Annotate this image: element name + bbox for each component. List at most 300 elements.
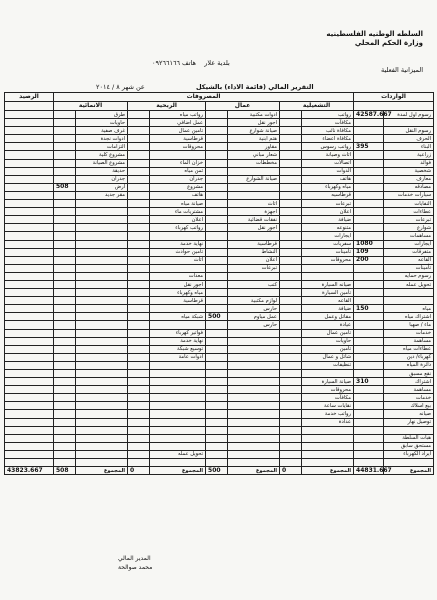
label-cell xyxy=(150,402,206,410)
balance-cell xyxy=(5,442,54,450)
label-cell xyxy=(76,337,128,345)
label-cell: اجور نقل xyxy=(228,119,280,127)
table-row xyxy=(5,418,434,426)
label-cell: ادوات عامة xyxy=(150,353,206,361)
amount-cell xyxy=(206,151,228,159)
label-cell: عيادة xyxy=(302,321,354,329)
amount-cell xyxy=(128,200,150,208)
label-cell: تحويل عمله xyxy=(150,450,206,458)
amount-cell xyxy=(206,321,228,329)
amount-cell xyxy=(54,410,76,418)
label-cell: مقاتل وعمل xyxy=(302,313,354,321)
table-row xyxy=(5,272,434,280)
label-cell: نفقات قضائية xyxy=(228,216,280,224)
label-cell xyxy=(76,240,128,248)
label-cell: نهاية خدمة xyxy=(150,337,206,345)
table-row xyxy=(5,426,434,434)
label-cell: رواتب خدمة xyxy=(302,410,354,418)
label-cell xyxy=(76,321,128,329)
balance-cell xyxy=(5,394,54,402)
amount-cell xyxy=(354,386,384,394)
label-cell: توصيل نهار xyxy=(384,418,434,426)
revenues-header: الواردات xyxy=(354,93,434,102)
label-cell: مخططات xyxy=(228,159,280,167)
label-cell: حارس xyxy=(228,305,280,313)
table-row xyxy=(5,370,434,378)
amount-cell xyxy=(280,289,302,297)
table-row xyxy=(5,402,434,410)
label-cell: مشتريات ماء xyxy=(150,208,206,216)
total-label: المجموع xyxy=(228,467,280,475)
amount-cell xyxy=(280,127,302,135)
page-note: الميزانية الفعلية xyxy=(380,66,423,74)
amount-cell xyxy=(128,337,150,345)
label-cell: تبرعات xyxy=(384,216,434,224)
balance-cell xyxy=(5,272,54,280)
label-cell xyxy=(150,386,206,394)
total-label: المجموع xyxy=(384,467,434,475)
amount-cell: 508 xyxy=(54,183,76,191)
amount-cell xyxy=(280,442,302,450)
label-cell xyxy=(76,216,128,224)
label-cell xyxy=(228,353,280,361)
label-cell: محروقات xyxy=(150,143,206,151)
total-balance: 43823.667 xyxy=(5,467,54,475)
balance-cell xyxy=(5,361,54,369)
balance-cell xyxy=(5,200,54,208)
label-cell: هتم ابنية xyxy=(228,135,280,143)
label-cell: جدران xyxy=(76,175,128,183)
label-cell: اجهزة xyxy=(228,208,280,216)
table-row xyxy=(5,240,434,248)
amount-cell xyxy=(128,426,150,434)
label-cell: توسيع شبكة xyxy=(150,345,206,353)
amount-cell: 150 xyxy=(354,305,384,313)
label-cell xyxy=(228,361,280,369)
label-cell xyxy=(228,459,280,467)
amount-cell xyxy=(280,224,302,232)
amount-cell xyxy=(280,232,302,240)
amount-cell xyxy=(280,280,302,288)
amount-cell: 500 xyxy=(206,313,228,321)
amount-cell xyxy=(54,159,76,167)
label-cell: صيانه xyxy=(384,410,434,418)
amount-cell xyxy=(128,313,150,321)
table-row xyxy=(5,159,434,167)
label-cell xyxy=(302,434,354,442)
label-cell xyxy=(150,378,206,386)
amount-cell xyxy=(128,305,150,313)
amount-cell xyxy=(128,127,150,135)
label-cell xyxy=(76,256,128,264)
label-cell: عطاءات مياه xyxy=(384,345,434,353)
amount-cell xyxy=(128,378,150,386)
label-cell xyxy=(228,329,280,337)
total-salaries: 500 xyxy=(206,467,228,475)
label-cell xyxy=(302,459,354,467)
balance-cell xyxy=(5,353,54,361)
label-cell: رسوم اول لمدة xyxy=(384,111,434,119)
label-cell: طرق xyxy=(76,111,128,119)
amount-cell xyxy=(354,175,384,183)
amount-cell xyxy=(54,191,76,199)
balance-cell xyxy=(5,370,54,378)
label-cell: شبكة مياه xyxy=(150,313,206,321)
amount-cell xyxy=(128,159,150,167)
amount-cell xyxy=(280,208,302,216)
label-cell: عمل مياوم xyxy=(228,313,280,321)
table-row xyxy=(5,256,434,264)
label-cell xyxy=(150,370,206,378)
phone-number: ٠٩٢٦٦١٦٦ xyxy=(152,59,180,67)
label-cell xyxy=(76,329,128,337)
amount-cell xyxy=(206,143,228,151)
table-row xyxy=(5,337,434,345)
label-cell: تأمينات xyxy=(384,264,434,272)
balance-cell xyxy=(5,256,54,264)
label-cell: رسوم حمايه xyxy=(384,272,434,280)
amount-cell xyxy=(354,272,384,280)
table-row xyxy=(5,151,434,159)
label-cell xyxy=(150,305,206,313)
balance-cell xyxy=(5,119,54,127)
label-cell: خدمات xyxy=(384,394,434,402)
amount-cell xyxy=(206,119,228,127)
label-cell: اجور نقل xyxy=(228,224,280,232)
amount-cell xyxy=(54,224,76,232)
label-cell xyxy=(76,248,128,256)
label-cell: صيانة الشوارع xyxy=(228,175,280,183)
label-cell: تأمينات xyxy=(302,248,354,256)
report-period: عن شهر ٨ / ٢٠١٤ xyxy=(96,83,145,91)
label-cell xyxy=(76,394,128,402)
label-cell: شوارع xyxy=(384,224,434,232)
amount-cell xyxy=(54,256,76,264)
table-row xyxy=(5,280,434,288)
label-cell: غرف صفية xyxy=(76,127,128,135)
table-row xyxy=(5,459,434,467)
amount-cell xyxy=(206,361,228,369)
balance-cell xyxy=(5,240,54,248)
label-cell xyxy=(228,183,280,191)
amount-cell xyxy=(54,208,76,216)
label-cell xyxy=(76,232,128,240)
balance-cell xyxy=(5,313,54,321)
label-cell: مكافاة نائب xyxy=(302,127,354,135)
report-title: التقرير المالي (قائمة الاداء) بالشيكل xyxy=(196,83,314,91)
table-row xyxy=(5,361,434,369)
balance-cell xyxy=(5,127,54,135)
subheader-row xyxy=(5,102,434,111)
label-cell xyxy=(76,289,128,297)
label-cell: مقر جديد xyxy=(76,191,128,199)
balance-header: الرصيد xyxy=(5,93,54,102)
amount-cell xyxy=(354,321,384,329)
label-cell xyxy=(76,297,128,305)
label-cell xyxy=(76,450,128,458)
label-cell xyxy=(76,386,128,394)
label-cell xyxy=(76,353,128,361)
amount-cell xyxy=(206,135,228,143)
label-cell xyxy=(384,289,434,297)
amount-cell xyxy=(128,143,150,151)
amount-cell xyxy=(54,434,76,442)
label-cell: فواتير كهرباء xyxy=(150,329,206,337)
table-row xyxy=(5,410,434,418)
amount-cell xyxy=(128,151,150,159)
amount-cell xyxy=(206,378,228,386)
label-cell: مكافآت xyxy=(302,119,354,127)
amount-cell xyxy=(128,272,150,280)
total-label: المجموع xyxy=(302,467,354,475)
table-row xyxy=(5,191,434,199)
amount-cell xyxy=(280,119,302,127)
label-cell: اشتراك مياه xyxy=(384,313,434,321)
balance-cell xyxy=(5,418,54,426)
label-cell: لوازم مكتبية xyxy=(228,297,280,305)
balance-cell xyxy=(5,143,54,151)
label-cell xyxy=(150,410,206,418)
label-cell: القاعه xyxy=(384,256,434,264)
table-row xyxy=(5,353,434,361)
balance-cell xyxy=(5,159,54,167)
label-cell xyxy=(76,378,128,386)
label-cell: تحويل عمله xyxy=(384,280,434,288)
table-row xyxy=(5,386,434,394)
table-row xyxy=(5,305,434,313)
amount-cell xyxy=(354,337,384,345)
label-cell: شعار مباني xyxy=(228,151,280,159)
label-cell xyxy=(302,426,354,434)
label-cell: اثاث xyxy=(150,256,206,264)
label-cell: حاويات xyxy=(76,119,128,127)
table-row xyxy=(5,232,434,240)
amount-cell xyxy=(54,337,76,345)
label-cell: مكافآت xyxy=(302,394,354,402)
label-cell: عدادة xyxy=(302,418,354,426)
amount-cell xyxy=(54,345,76,353)
label-cell xyxy=(228,394,280,402)
amount-cell xyxy=(128,329,150,337)
balance-cell xyxy=(5,289,54,297)
label-cell xyxy=(76,418,128,426)
table-row xyxy=(5,208,434,216)
amount-cell xyxy=(354,394,384,402)
label-cell: تنظيفات xyxy=(302,361,354,369)
label-cell xyxy=(302,450,354,458)
balance-cell xyxy=(5,280,54,288)
balance-cell xyxy=(5,216,54,224)
balance-cell xyxy=(5,111,54,119)
label-cell: صيانه السيارة xyxy=(302,280,354,288)
label-cell xyxy=(228,191,280,199)
label-cell: ماء / صهبا xyxy=(384,321,434,329)
label-cell: مشروع كلية xyxy=(76,151,128,159)
label-cell: صيانة السيارة xyxy=(302,378,354,386)
label-cell: محروقات xyxy=(302,256,354,264)
amount-cell xyxy=(206,305,228,313)
label-cell: ثمن مياه xyxy=(150,167,206,175)
label-cell xyxy=(150,459,206,467)
label-cell xyxy=(228,402,280,410)
amount-cell xyxy=(280,434,302,442)
table-row xyxy=(5,434,434,442)
amount-cell xyxy=(128,280,150,288)
label-cell: البناء xyxy=(384,143,434,151)
amount-cell xyxy=(280,200,302,208)
amount-cell xyxy=(354,167,384,175)
amount-cell xyxy=(206,329,228,337)
label-cell xyxy=(150,151,206,159)
label-cell: صيانة مياه xyxy=(150,200,206,208)
balance-cell xyxy=(5,232,54,240)
amount-cell xyxy=(206,450,228,458)
label-cell xyxy=(76,361,128,369)
label-cell: اجور نقل xyxy=(150,280,206,288)
amount-cell xyxy=(354,289,384,297)
amount-cell: 200 xyxy=(354,256,384,264)
amount-cell xyxy=(280,151,302,159)
amount-cell xyxy=(206,224,228,232)
amount-cell xyxy=(280,394,302,402)
amount-cell xyxy=(206,159,228,167)
label-cell: هبات السلطة xyxy=(384,434,434,442)
amount-cell xyxy=(354,208,384,216)
amount-cell xyxy=(206,410,228,418)
amount-cell xyxy=(54,442,76,450)
table-row xyxy=(5,167,434,175)
signature-role: المدير المالي xyxy=(118,555,151,562)
label-cell: اشتراك xyxy=(384,378,434,386)
amount-cell xyxy=(206,434,228,442)
label-cell: قرطاسية xyxy=(150,297,206,305)
amount-cell xyxy=(128,111,150,119)
amount-cell xyxy=(280,248,302,256)
amount-cell xyxy=(280,345,302,353)
totals-row xyxy=(5,467,434,475)
balance-cell xyxy=(5,410,54,418)
table-row xyxy=(5,143,434,151)
label-cell xyxy=(228,386,280,394)
label-cell: ادوات نجدة xyxy=(76,135,128,143)
amount-cell xyxy=(206,264,228,272)
amount-cell xyxy=(280,191,302,199)
label-cell xyxy=(150,442,206,450)
amount-cell xyxy=(128,353,150,361)
label-cell: الحرف xyxy=(384,135,434,143)
balance-cell xyxy=(5,175,54,183)
amount-cell xyxy=(354,426,384,434)
amount-cell xyxy=(280,361,302,369)
amount-cell xyxy=(54,200,76,208)
label-cell: قرطاسية xyxy=(228,240,280,248)
amount-cell xyxy=(354,200,384,208)
label-cell: محروقات xyxy=(302,386,354,394)
label-cell xyxy=(76,305,128,313)
amount-cell xyxy=(354,232,384,240)
amount-cell xyxy=(280,410,302,418)
balance-cell xyxy=(5,208,54,216)
amount-cell xyxy=(354,450,384,458)
amount-cell xyxy=(54,248,76,256)
amount-cell xyxy=(54,111,76,119)
table-row xyxy=(5,394,434,402)
label-cell: رسوم النقل xyxy=(384,127,434,135)
label-cell xyxy=(76,313,128,321)
label-cell xyxy=(150,232,206,240)
amount-cell xyxy=(280,216,302,224)
amount-cell xyxy=(206,240,228,248)
amount-cell xyxy=(128,248,150,256)
amount-cell: 1080 xyxy=(354,240,384,248)
amount-cell xyxy=(206,256,228,264)
amount-cell xyxy=(354,216,384,224)
label-cell xyxy=(150,418,206,426)
label-cell: اعلان xyxy=(302,208,354,216)
amount-cell xyxy=(354,345,384,353)
label-cell: بيع اسلاك xyxy=(384,402,434,410)
balance-cell xyxy=(5,378,54,386)
label-cell: مكافاة اعضاء xyxy=(302,135,354,143)
authority-title: السلطه الوطنيه الفلسطينيه xyxy=(326,30,423,38)
label-cell: حارس xyxy=(228,321,280,329)
label-cell xyxy=(76,459,128,467)
total-label: المجموع xyxy=(76,467,128,475)
amount-cell xyxy=(54,175,76,183)
amount-cell xyxy=(54,459,76,467)
amount-cell xyxy=(54,418,76,426)
label-cell: هاتف xyxy=(150,191,206,199)
label-cell xyxy=(228,442,280,450)
amount-cell xyxy=(206,402,228,410)
amount-cell: 109 xyxy=(354,248,384,256)
amount-cell xyxy=(128,183,150,191)
label-cell xyxy=(76,402,128,410)
label-cell: مصادقه xyxy=(384,183,434,191)
amount-cell xyxy=(128,240,150,248)
label-cell: تبرعات xyxy=(228,264,280,272)
amount-cell xyxy=(280,183,302,191)
table-row xyxy=(5,248,434,256)
label-cell: ضيافة xyxy=(302,216,354,224)
amount-cell xyxy=(128,370,150,378)
amount-cell xyxy=(206,216,228,224)
label-cell: ارض xyxy=(76,183,128,191)
amount-cell xyxy=(128,216,150,224)
amount-cell xyxy=(128,394,150,402)
label-cell: متفرقات xyxy=(384,248,434,256)
amount-cell xyxy=(54,329,76,337)
label-cell xyxy=(228,272,280,280)
label-cell xyxy=(228,337,280,345)
amount-cell xyxy=(280,370,302,378)
label-cell xyxy=(384,426,434,434)
label-cell: نقايات ساعة xyxy=(302,402,354,410)
balance-cell xyxy=(5,386,54,394)
amount-cell xyxy=(128,402,150,410)
amount-cell xyxy=(354,159,384,167)
table-row xyxy=(5,329,434,337)
amount-cell xyxy=(128,361,150,369)
profit-header: الربحية xyxy=(128,102,206,111)
amount-cell xyxy=(128,135,150,143)
amount-cell: 42587.667 xyxy=(354,111,384,119)
amount-cell xyxy=(54,402,76,410)
label-cell xyxy=(76,224,128,232)
label-cell xyxy=(228,345,280,353)
amount-cell xyxy=(128,175,150,183)
label-cell xyxy=(384,119,434,127)
